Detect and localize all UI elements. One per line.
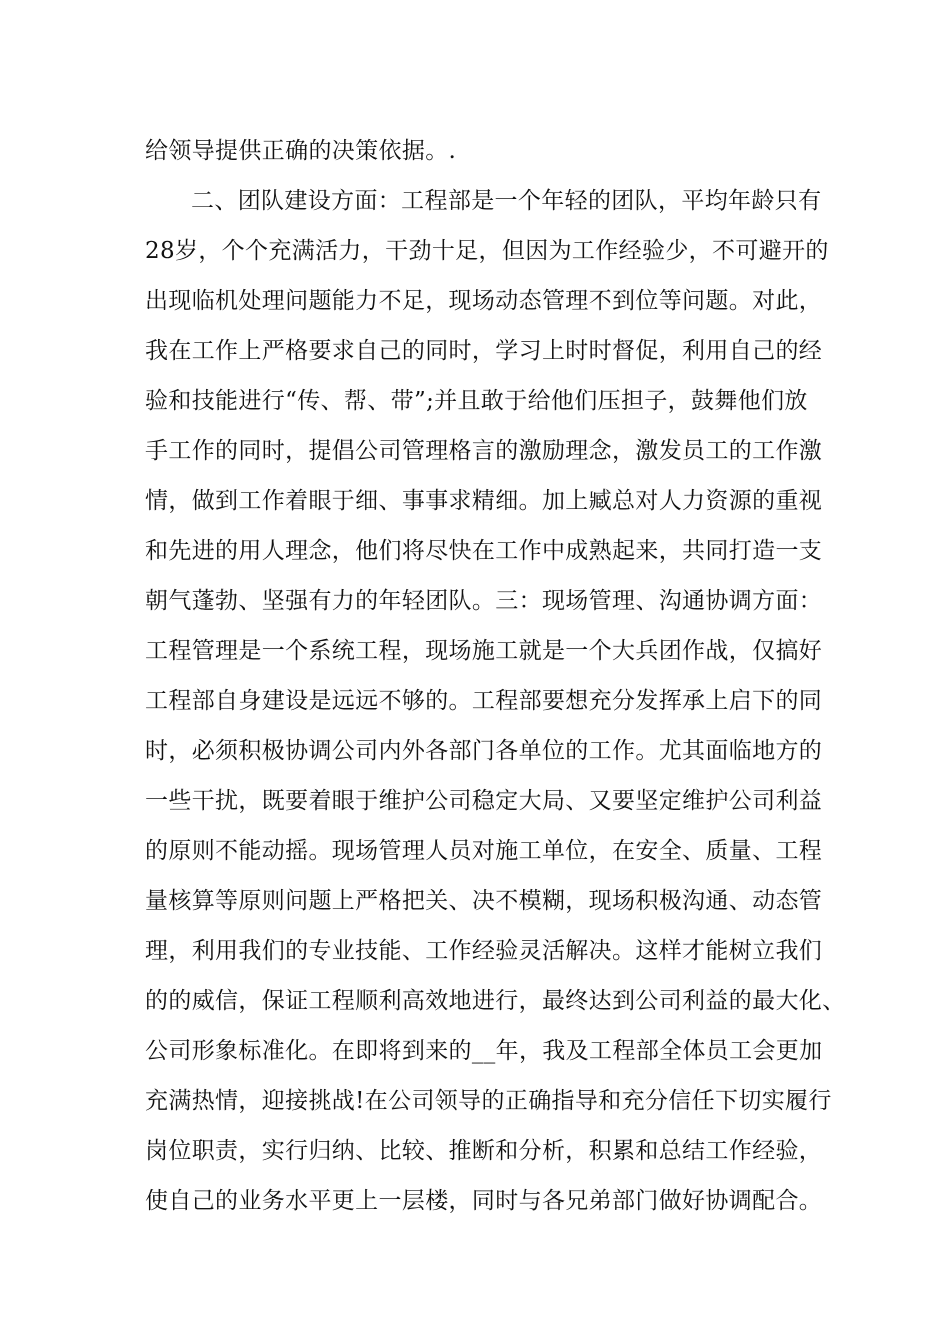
- text-line: 充满热情，迎接挑战!在公司领导的正确指导和充分信任下切实履行: [145, 1088, 832, 1114]
- text-line: 二、团队建设方面：工程部是一个年轻的团队，平均年龄只有: [191, 188, 822, 214]
- text-line: 28岁，个个充满活力，干劲十足，但因为工作经验少，不可避开的: [145, 238, 829, 264]
- text-line: 量核算等原则问题上严格把关、决不模糊，现场积极沟通、动态管: [145, 888, 823, 914]
- text-line: 朝气蓬勃、坚强有力的年轻团队。三：现场管理、沟通协调方面：: [145, 588, 823, 614]
- text-line: 工程管理是一个系统工程，现场施工就是一个大兵团作战，仅搞好: [145, 638, 823, 664]
- text-line: 给领导提供正确的决策依据。.: [145, 138, 457, 164]
- text-line: 使自己的业务水平更上一层楼，同时与各兄弟部门做好协调配合。: [145, 1188, 823, 1214]
- text-line: 的原则不能动摇。现场管理人员对施工单位，在安全、质量、工程: [145, 838, 823, 864]
- text-line: 我在工作上严格要求自己的同时，学习上时时督促，利用自己的经: [145, 338, 823, 364]
- text-line: 手工作的同时，提倡公司管理格言的激励理念，激发员工的工作激: [145, 438, 823, 464]
- text-line: 理，利用我们的专业技能、工作经验灵活解决。这样才能树立我们: [145, 938, 823, 964]
- text-line: 验和技能进行“传、帮、带”;并且敢于给他们压担子，鼓舞他们放: [145, 388, 808, 414]
- text-line: 时，必须积极协调公司内外各部门各单位的工作。尤其面临地方的: [145, 738, 823, 764]
- text-line: 一些干扰，既要着眼于维护公司稳定大局、又要坚定维护公司利益: [145, 788, 823, 814]
- text-line: 的的威信，保证工程顺利高效地进行，最终达到公司利益的最大化、: [145, 988, 846, 1014]
- text-line: 公司形象标准化。在即将到来的__年，我及工程部全体员工会更加: [145, 1038, 823, 1064]
- text-line: 情，做到工作着眼于细、事事求精细。加上臧总对人力资源的重视: [145, 488, 823, 514]
- text-line: 出现临机处理问题能力不足，现场动态管理不到位等问题。对此，: [145, 288, 823, 314]
- text-line: 工程部自身建设是远远不够的。工程部要想充分发挥承上启下的同: [145, 688, 823, 714]
- body-text: [145, 128, 846, 1228]
- text-line: 岗位职责，实行归纳、比较、推断和分析，积累和总结工作经验，: [145, 1138, 823, 1164]
- text-line: 和先进的用人理念，他们将尽快在工作中成熟起来，共同打造一支: [145, 538, 823, 564]
